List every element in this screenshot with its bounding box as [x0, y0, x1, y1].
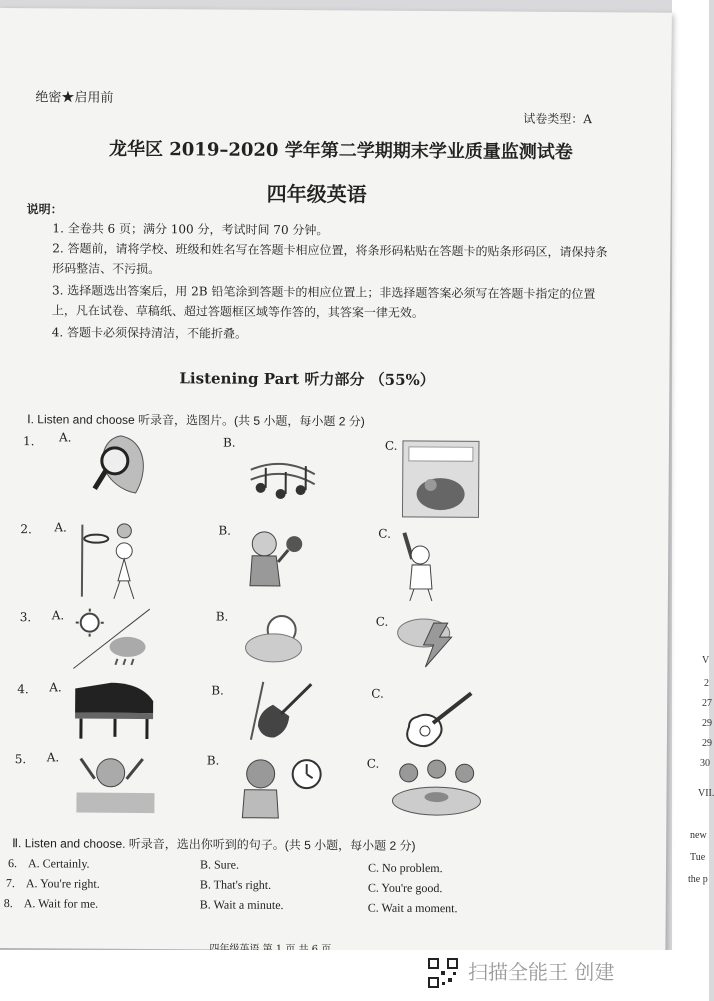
question-number: 7. — [5, 876, 15, 891]
question-number: 2. — [20, 522, 32, 537]
strip-text: 30 — [700, 758, 710, 769]
option-label: A. — [49, 680, 62, 695]
option-label: A. — [58, 430, 72, 445]
option-label: C. — [384, 438, 398, 453]
book-cover-icon — [400, 439, 481, 520]
strip-text: VII. — [698, 788, 714, 799]
section1-heading: Ⅰ. Listen and choose 听录音，选图片。(共 5 小题，每小题 2 分) — [27, 412, 365, 429]
strip-text: 2 — [704, 678, 709, 689]
question-number: 4. — [17, 682, 29, 697]
qr-code-icon — [428, 958, 458, 988]
piano-icon — [71, 679, 157, 742]
option-a: A. Wait for me. — [23, 896, 99, 911]
question-number: 3. — [19, 610, 32, 625]
sun-cloud-icon — [241, 610, 307, 668]
exam-title: 龙华区 2019–2020 学年第二学期期末学业质量监测试卷 — [108, 138, 573, 164]
strip-text: V — [702, 655, 710, 666]
option-label: B. — [218, 523, 232, 538]
exam-paper — [0, 8, 672, 953]
option-label: A. — [54, 520, 67, 535]
option-a: A. Certainly. — [27, 856, 90, 871]
strip-text: 29 — [702, 738, 712, 749]
notes-heading: 说明： — [26, 202, 63, 217]
option-label: B. — [211, 683, 224, 698]
strip-text: the p — [688, 874, 708, 885]
option-c: C. Wait a moment. — [367, 900, 458, 916]
section2-heading: Ⅱ. Listen and choose. 听录音，选出你听到的句子。(共 5 小题，每小题 2 分) — [12, 836, 416, 853]
option-label: C. — [378, 526, 391, 541]
music-notes-icon — [247, 450, 319, 507]
basketball-player-icon — [78, 521, 151, 602]
family-dinner-icon — [390, 757, 484, 820]
strip-text: new — [690, 830, 707, 841]
exam-subtitle: 四年级英语 — [266, 181, 367, 207]
note-item: 2. 答题前，请将学校、班级和姓名写在答题卡相应位置，将条形码粘贴在答题卡的贴条形码区，请保持条形码整洁、不污损。 — [52, 241, 608, 277]
question-number: 5. — [14, 752, 27, 767]
question-number: 6. — [7, 856, 18, 871]
note-item: 4. 答题卡必须保持清洁，不能折叠。 — [51, 325, 248, 341]
secret-label: 绝密★启用前 — [35, 90, 114, 106]
listening-part-heading: Listening Part 听力部分 （55%） — [179, 369, 435, 390]
option-label: C. — [366, 756, 380, 771]
option-label: A. — [46, 750, 60, 765]
note-item: 3. 选择题选出答案后，用 2B 铅笔涂到答题卡的相应位置上；非选择题答案必须写在答题卡指定的位置上，凡在试卷、草稿纸、超过答题框区域等作答的，其答案一律无效。 — [51, 283, 596, 320]
option-c: C. You're good. — [367, 880, 443, 896]
option-label: B. — [222, 435, 236, 450]
scanner-watermark: 扫描全能王 创建 — [468, 960, 615, 984]
option-b: B. Sure. — [199, 857, 240, 872]
option-b: B. That's right. — [199, 877, 272, 892]
option-label: B. — [206, 753, 220, 768]
adjacent-page-strip — [672, 0, 714, 960]
paper-type: 试卷类型：A — [523, 111, 592, 127]
question-number: 8. — [3, 896, 13, 911]
strip-text: 27 — [702, 698, 712, 709]
boy-waking-icon — [72, 749, 158, 818]
magnifier-leaf-icon — [91, 431, 151, 501]
option-label: C. — [371, 686, 384, 701]
option-label: C. — [375, 614, 389, 629]
boy-clock-icon — [230, 752, 324, 821]
option-c: C. No problem. — [367, 860, 443, 876]
strip-text: 29 — [702, 718, 712, 729]
strip-text: Tue — [690, 852, 706, 863]
violin-icon — [241, 678, 317, 745]
lightning-cloud-icon — [393, 613, 463, 669]
option-b: B. Wait a minute. — [199, 897, 284, 913]
sun-rain-icon — [71, 607, 151, 672]
option-label: B. — [215, 609, 229, 624]
option-label: A. — [51, 608, 65, 623]
question-number: 1. — [22, 434, 35, 449]
option-a: A. You're right. — [25, 876, 100, 891]
baseball-player-icon — [394, 529, 443, 601]
note-item: 1. 全卷共 6 页；满分 100 分，考试时间 70 分钟。 — [52, 221, 329, 238]
ping-pong-player-icon — [242, 526, 306, 590]
guitar-icon — [399, 687, 477, 750]
